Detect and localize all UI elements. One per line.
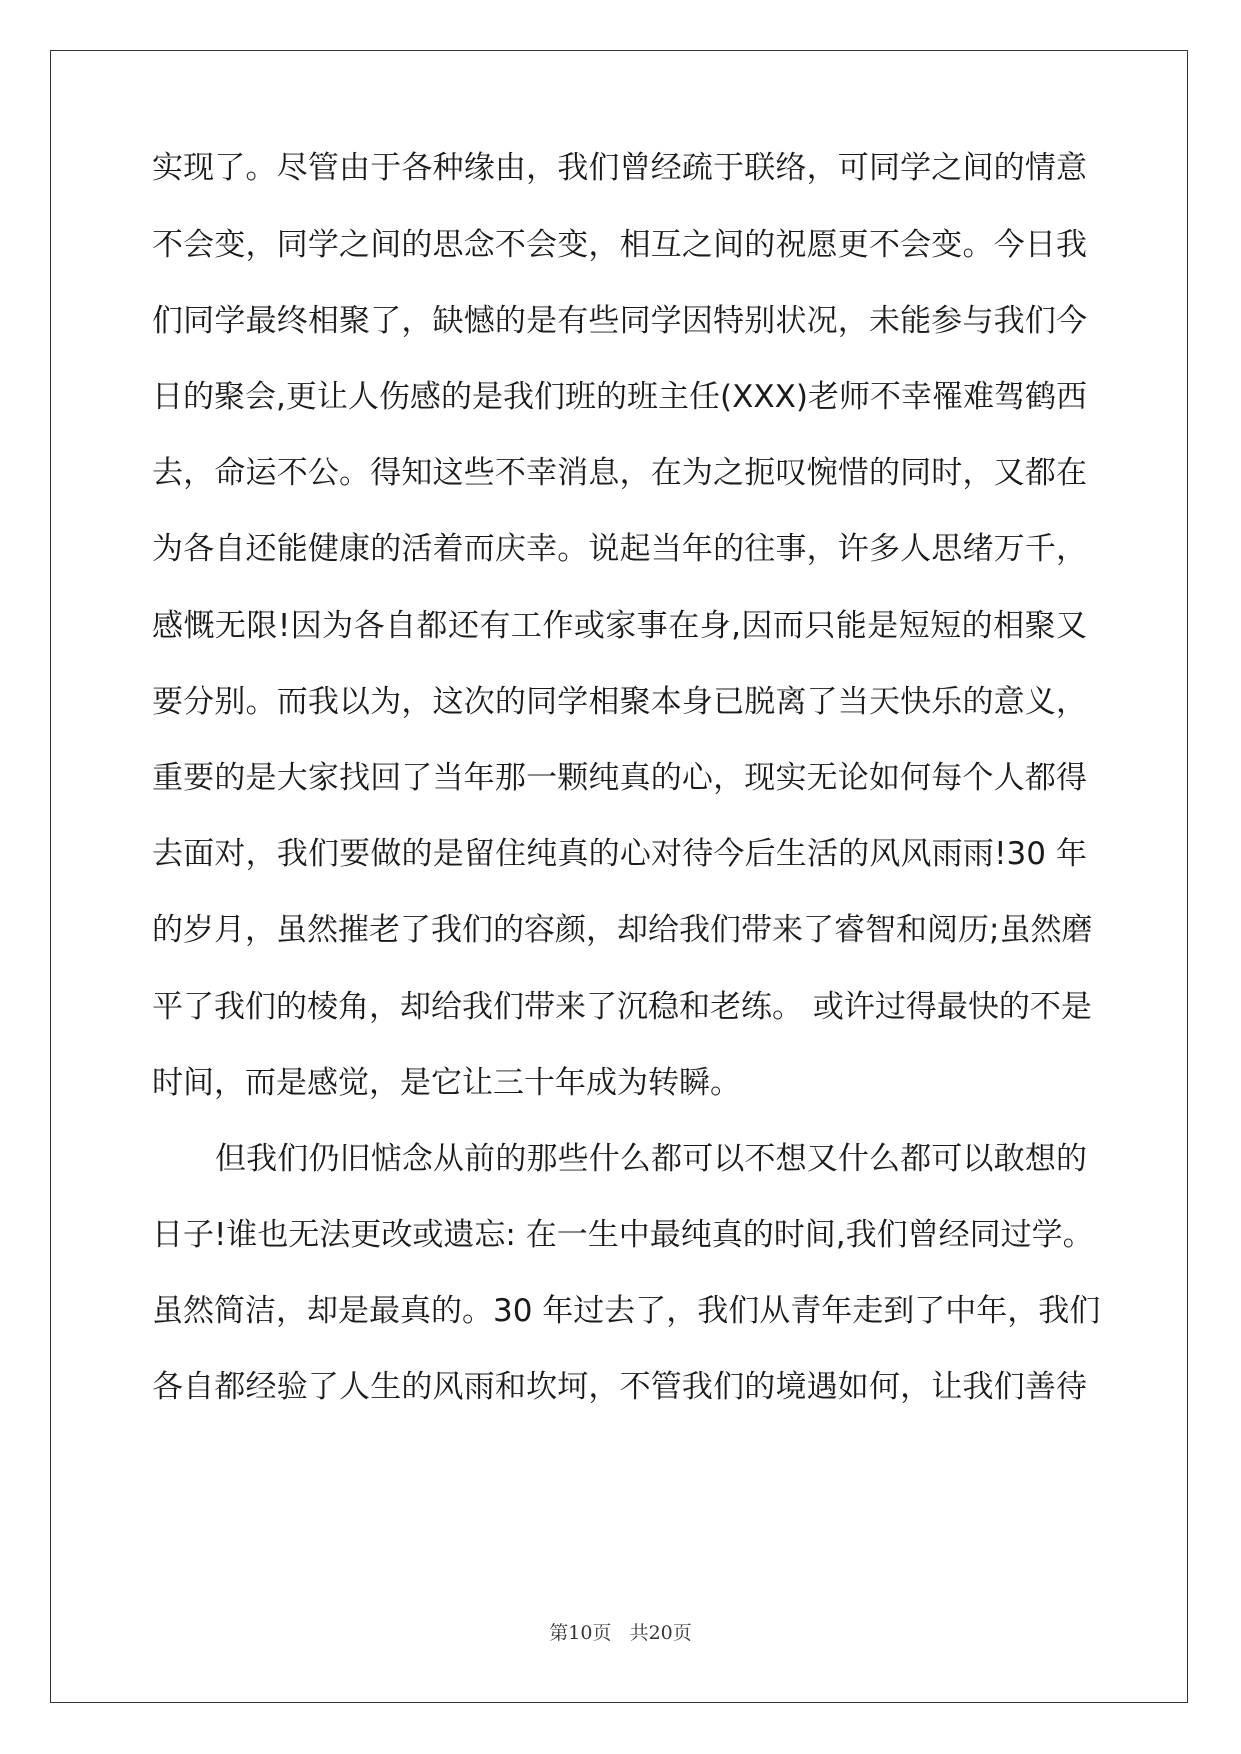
page-total: 共20页	[629, 1622, 692, 1644]
text-line: 各自都经验了人生的风雨和坎坷，不管我们的境遇如何，让我们善待	[152, 1369, 1087, 1405]
text-line: 日子!谁也无法更改或遗忘: 在一生中最纯真的时间,我们曾经同过学。	[152, 1217, 1094, 1253]
text-line: 重要的是大家找回了当年那一颗纯真的心，现实无论如何每个人都得	[152, 760, 1087, 796]
text-line: 去面对，我们要做的是留住纯真的心对待今后生活的风风雨雨!30 年	[152, 836, 1087, 872]
text-line: 不会变，同学之间的思念不会变，相互之间的祝愿更不会变。今日我	[152, 227, 1087, 263]
text-line: 去，命运不公。得知这些不幸消息，在为之扼叹惋惜的同时，又都在	[152, 455, 1087, 491]
text-line: 的岁月，虽然摧老了我们的容颜，却给我们带来了睿智和阅历;虽然磨	[152, 912, 1093, 948]
text-line: 们同学最终相聚了，缺憾的是有些同学因特别状况，未能参与我们今	[152, 303, 1087, 339]
text-line: 时间，而是感觉，是它让三十年成为转瞬。	[152, 1065, 741, 1101]
text-line: 为各自还能健康的活着而庆幸。说起当年的往事，许多人思绪万千，	[152, 531, 1087, 567]
text-line: 平了我们的棱角，却给我们带来了沉稳和老练。 或许过得最快的不是	[152, 989, 1092, 1025]
text-line: 日的聚会,更让人伤感的是我们班的班主任(XXX)老师不幸罹难驾鹤西	[152, 379, 1087, 415]
text-line: 感慨无限!因为各自都还有工作或家事在身,因而只能是短短的相聚又	[152, 608, 1087, 644]
page-number: 第10页	[549, 1622, 612, 1644]
text-line: 实现了。尽管由于各种缘由，我们曾经疏于联络，可同学之间的情意	[152, 150, 1087, 186]
text-line: 但我们仍旧惦念从前的那些什么都可以不想又什么都可以敢想的	[215, 1141, 1087, 1177]
text-line: 要分别。而我以为，这次的同学相聚本身已脱离了当天快乐的意义，	[152, 684, 1087, 720]
text-line: 虽然简洁，却是最真的。30 年过去了，我们从青年走到了中年，我们	[152, 1293, 1101, 1329]
page-footer	[0, 1618, 1241, 1645]
